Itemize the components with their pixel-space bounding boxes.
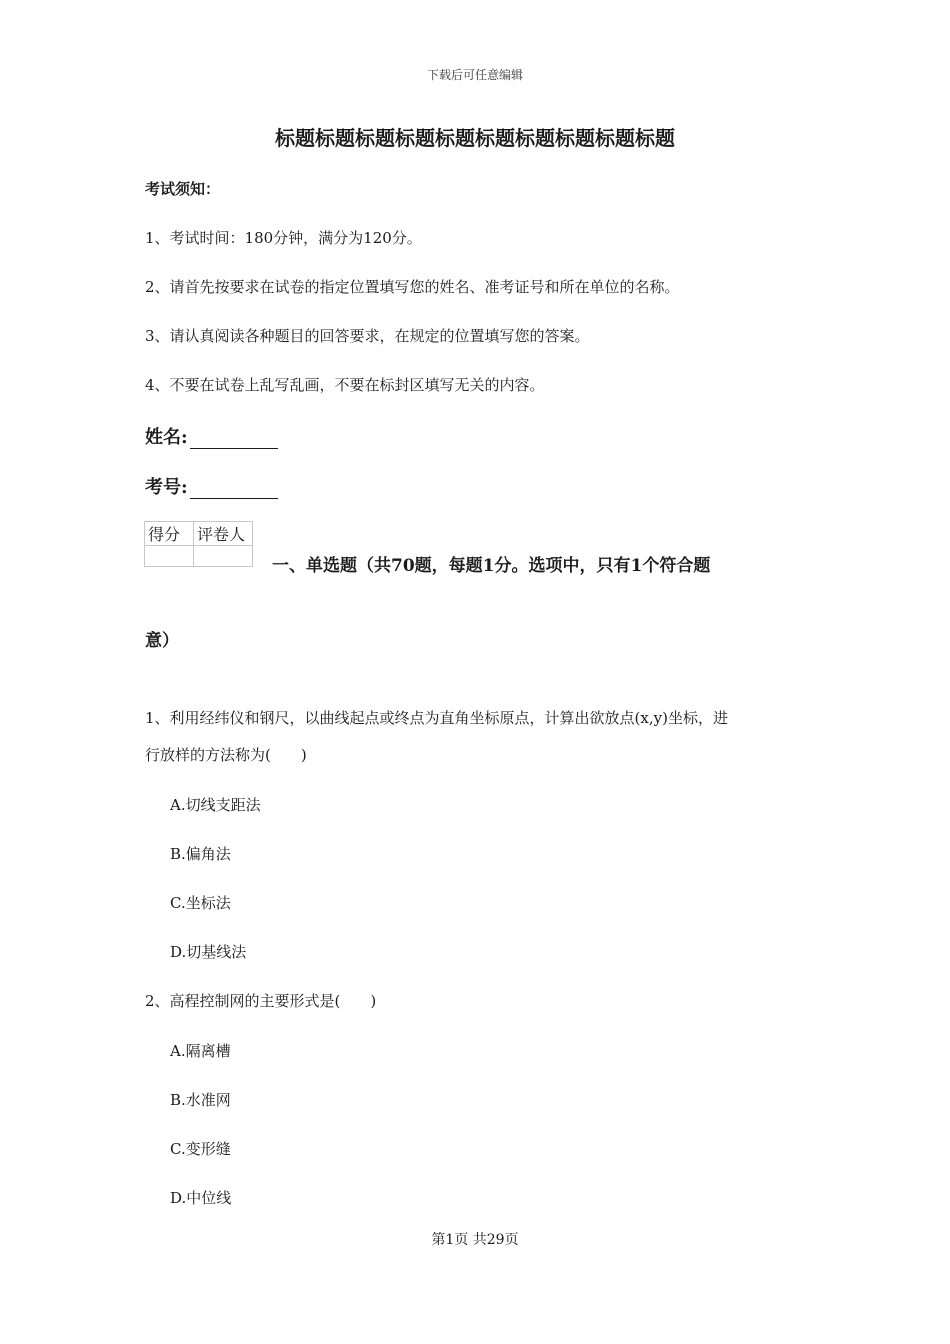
- section-title-line1: 一、单选题（共70题，每题1分。选项中，只有1个符合题: [272, 556, 711, 576]
- instruction-item: 2、请首先按要求在试卷的指定位置填写您的姓名、准考证号和所在单位的名称。: [145, 278, 680, 296]
- name-label: 姓名:: [145, 427, 188, 448]
- header-note: 下载后可任意编辑: [426, 68, 523, 82]
- question-stem: 行放样的方法称为( ): [145, 746, 307, 764]
- section-title-line2: 意）: [145, 631, 179, 651]
- question-stem: 1、利用经纬仪和钢尺，以曲线起点或终点为直角坐标原点，计算出欲放点(x,y)坐标，进: [145, 709, 728, 727]
- grader-header: 评卷人: [194, 522, 253, 546]
- exam-id-blank-line[interactable]: [190, 480, 278, 499]
- question-option[interactable]: A.隔离槽: [170, 1042, 231, 1060]
- instructions-heading: 考试须知：: [145, 180, 221, 198]
- page-footer: 第1页 共29页: [431, 1232, 519, 1248]
- instruction-item: 4、不要在试卷上乱写乱画，不要在标封区填写无关的内容。: [145, 376, 545, 394]
- page-title: 标题标题标题标题标题标题标题标题标题标题: [275, 126, 675, 150]
- score-table: [144, 521, 253, 567]
- question-option[interactable]: C.变形缝: [170, 1140, 231, 1158]
- exam-id-field[interactable]: [145, 473, 278, 499]
- instruction-item: 1、考试时间：180分钟，满分为120分。: [145, 229, 422, 247]
- instruction-item: 3、请认真阅读各种题目的回答要求，在规定的位置填写您的答案。: [145, 327, 590, 345]
- question-option[interactable]: C.坐标法: [170, 894, 231, 912]
- score-cell[interactable]: [145, 546, 194, 567]
- question-option[interactable]: D.切基线法: [170, 943, 247, 961]
- grader-cell[interactable]: [194, 546, 253, 567]
- question-option[interactable]: B.水准网: [170, 1091, 231, 1109]
- name-field[interactable]: [145, 423, 278, 449]
- score-header: 得分: [145, 522, 194, 546]
- question-option[interactable]: A.切线支距法: [170, 796, 261, 814]
- name-blank-line[interactable]: [190, 430, 278, 449]
- exam-id-label: 考号:: [145, 477, 188, 498]
- question-option[interactable]: D.中位线: [170, 1189, 232, 1207]
- question-option[interactable]: B.偏角法: [170, 845, 231, 863]
- question-stem: 2、高程控制网的主要形式是( ): [145, 992, 377, 1010]
